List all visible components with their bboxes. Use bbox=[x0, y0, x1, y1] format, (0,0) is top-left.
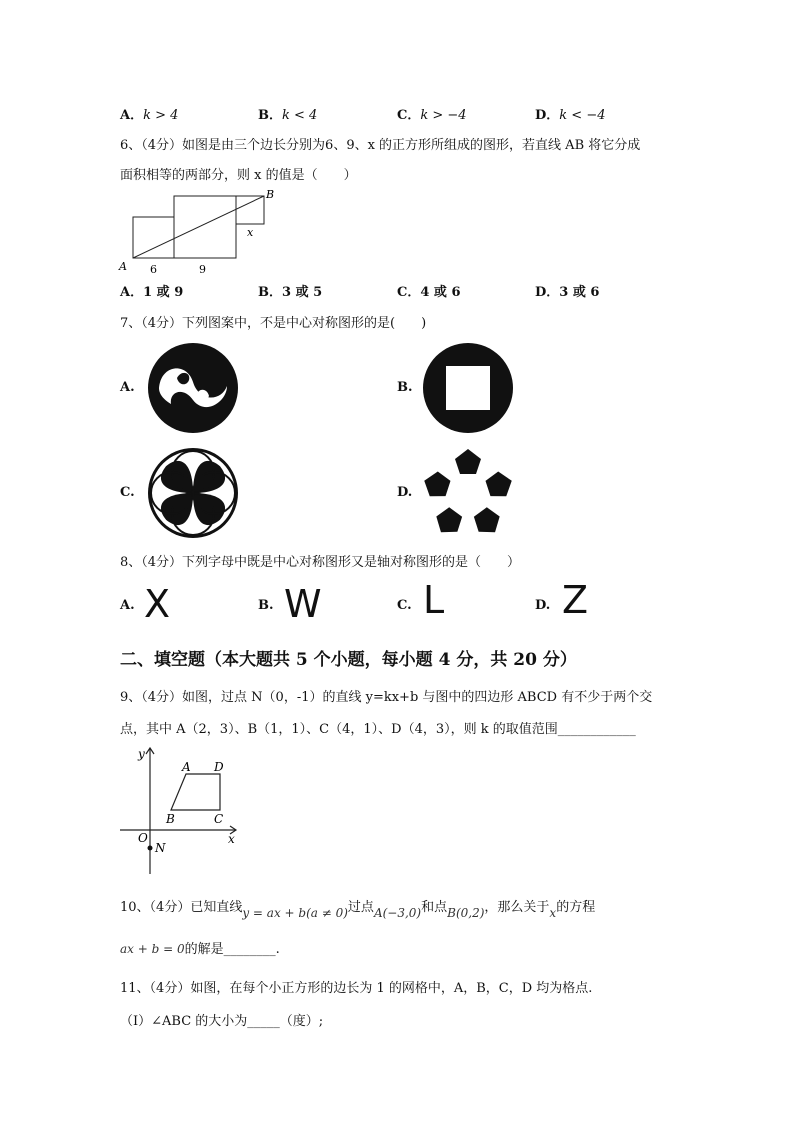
q7-label-c: C. bbox=[120, 485, 135, 500]
q10-line2: ax + b = 0的解是________. bbox=[120, 942, 280, 957]
q7-figure-d-pentagons bbox=[420, 447, 516, 537]
svg-text:B: B bbox=[166, 812, 175, 826]
label-x: x bbox=[247, 226, 254, 239]
svg-text:O: O bbox=[138, 831, 148, 845]
q5-option-b: B．k < 4 bbox=[258, 108, 318, 123]
line-ab bbox=[133, 196, 264, 258]
svg-text:x: x bbox=[228, 832, 235, 846]
q7-label-b: B. bbox=[397, 380, 413, 395]
q9-line2: 点，其中 A（2，3）、B（1，1）、C（4，1）、D（4，3），则 k 的取值范围____________ bbox=[120, 722, 636, 737]
q8-label-c: C. bbox=[397, 598, 412, 613]
q7-label-a: A. bbox=[120, 380, 135, 395]
square-x bbox=[236, 196, 264, 224]
q11-line1: 11、（4分）如图，在每个小正方形的边长为 1 的网格中，A，B，C，D 均为格点. bbox=[120, 981, 593, 996]
label-9: 9 bbox=[199, 263, 206, 276]
q9-line1: 9、（4分）如图，过点 N（0，-1）的直线 y=kx+b 与图中的四边形 ABCD 有不少于两个交 bbox=[120, 690, 653, 705]
q8-letter-l: L bbox=[423, 578, 445, 622]
q6-option-c: C．4 或 6 bbox=[397, 285, 461, 300]
q6-option-a: A．1 或 9 bbox=[120, 285, 184, 300]
q8-letter-z: Z bbox=[562, 578, 589, 622]
q8-label-b: B. bbox=[258, 598, 274, 613]
point-n bbox=[148, 846, 153, 851]
q6-squares-figure bbox=[115, 185, 280, 277]
svg-text:y: y bbox=[138, 747, 145, 761]
q5-option-d: D．k < −4 bbox=[535, 108, 606, 123]
q5-option-c: C．k > −4 bbox=[397, 108, 467, 123]
q6-stem-line1: 6、（4分）如图是由三个边长分别为6、9、x 的正方形所组成的图形，若直线 AB 将它分成 bbox=[120, 138, 641, 153]
q9-answer-blank: ____________ bbox=[557, 722, 636, 737]
q6-option-b: B．3 或 5 bbox=[258, 285, 323, 300]
q8-label-a: A. bbox=[120, 598, 135, 613]
q6-stem-line2: 面积相等的两部分，则 x 的值是（ ） bbox=[120, 168, 357, 183]
q7-stem: 7、（4分）下列图案中，不是中心对称图形的是( ) bbox=[120, 316, 427, 331]
q11-line2: （Ⅰ）∠ABC 的大小为_____（度）; bbox=[120, 1014, 324, 1029]
square-6 bbox=[133, 217, 174, 258]
label-6: 6 bbox=[150, 263, 157, 276]
svg-text:A: A bbox=[182, 760, 191, 774]
svg-text:C: C bbox=[214, 812, 224, 826]
label-a: A bbox=[119, 260, 127, 273]
section-2-title: 二、填空题（本大题共 5 个小题，每小题 4 分，共 20 分） bbox=[120, 650, 577, 670]
svg-text:D: D bbox=[214, 760, 224, 774]
q6-option-d: D．3 或 6 bbox=[535, 285, 600, 300]
q8-letter-w: W bbox=[284, 582, 322, 626]
square-9 bbox=[174, 196, 236, 258]
q7-figure-a-swirl bbox=[147, 342, 239, 434]
q10-line1: 10、（4分）已知直线y = ax + b(a ≠ 0)过点A(−3,0)和点B(0,2)，那么关于x的方程 bbox=[120, 900, 596, 920]
svg-text:N: N bbox=[155, 841, 166, 855]
q9-coordinate-figure bbox=[118, 744, 248, 876]
q8-label-d: D. bbox=[535, 598, 551, 613]
q8-stem: 8、（4分）下列字母中既是中心对称图形又是轴对称图形的是（ ） bbox=[120, 555, 521, 570]
q8-letter-x: X bbox=[144, 582, 171, 626]
quad-abcd bbox=[171, 774, 220, 810]
q7-figure-c-petals bbox=[147, 447, 239, 539]
label-b: B bbox=[266, 188, 275, 201]
q5-option-a: A．k > 4 bbox=[120, 108, 179, 123]
q7-figure-b-coin bbox=[422, 342, 514, 434]
q7-label-d: D. bbox=[397, 485, 413, 500]
